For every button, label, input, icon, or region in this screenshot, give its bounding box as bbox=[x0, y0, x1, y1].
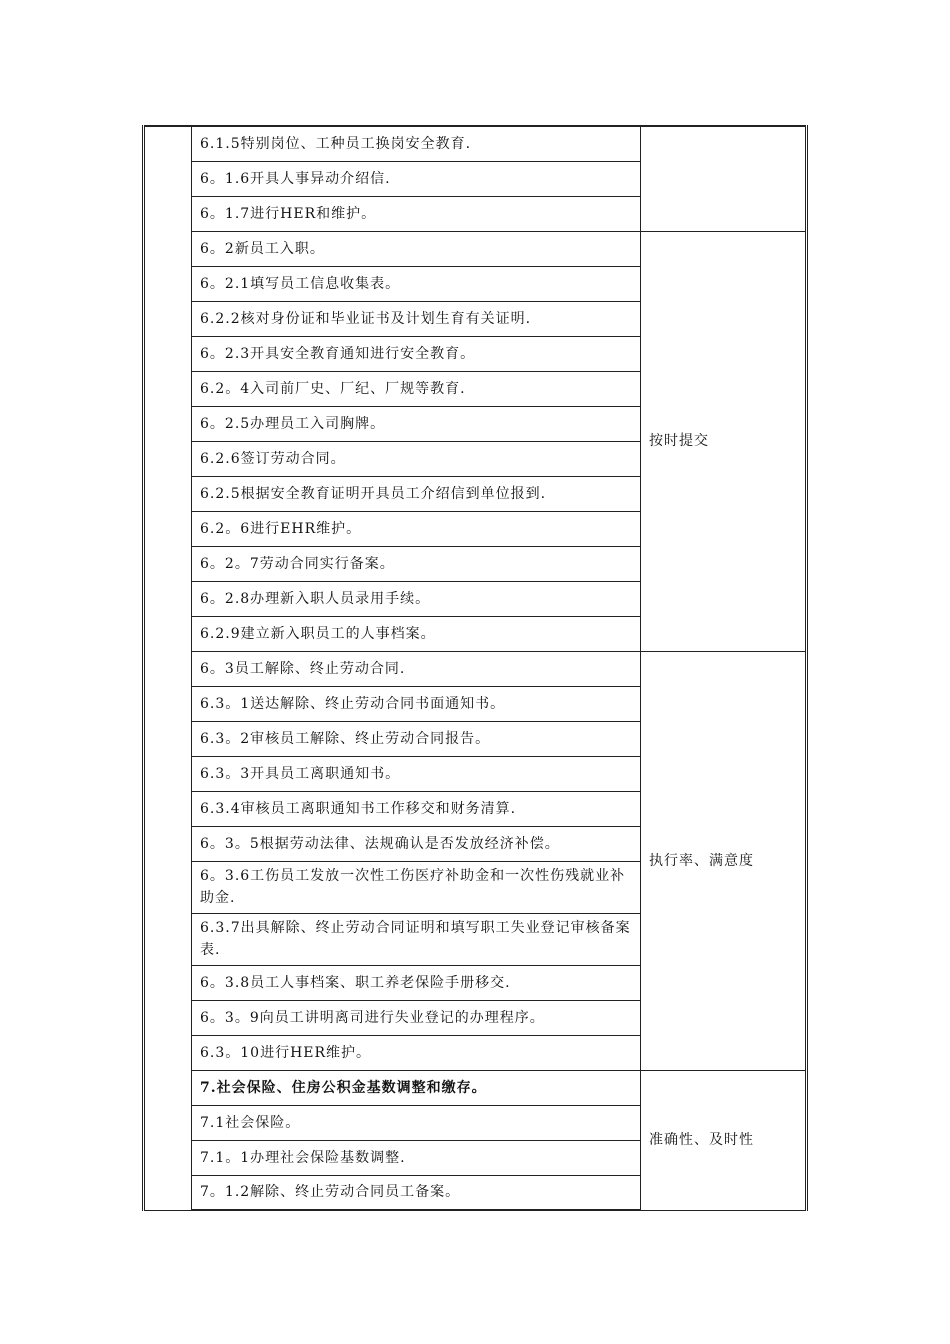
table-row bbox=[144, 126, 807, 161]
task-item-cell: 6。3员工解除、终止劳动合同. bbox=[192, 651, 641, 686]
task-item-cell: 6。1.6开具人事异动介绍信. bbox=[192, 161, 641, 196]
table-row bbox=[144, 651, 807, 686]
task-item-cell: 6.3。3开具员工离职通知书。 bbox=[192, 756, 641, 791]
task-item-cell: 6。2.1填写员工信息收集表。 bbox=[192, 266, 641, 301]
task-item-cell: 6.3。1送达解除、终止劳动合同书面通知书。 bbox=[192, 686, 641, 721]
task-item-cell: 6.2。6进行EHR维护。 bbox=[192, 511, 641, 546]
task-item-cell: 6.2.9建立新入职员工的人事档案。 bbox=[192, 616, 641, 651]
task-item-cell: 6.3.7出具解除、终止劳动合同证明和填写职工失业登记审核备案表. bbox=[192, 913, 641, 965]
hr-process-table bbox=[142, 125, 808, 1211]
task-item-cell: 6.1.5特别岗位、工种员工换岗安全教育. bbox=[192, 126, 641, 161]
metric-cell: 执行率、满意度 bbox=[641, 651, 807, 1070]
task-item-cell: 7.社会保险、住房公积金基数调整和缴存。 bbox=[192, 1070, 641, 1105]
task-item-cell: 6。3。5根据劳动法律、法规确认是否发放经济补偿。 bbox=[192, 826, 641, 861]
task-item-cell: 6。2.3开具安全教育通知进行安全教育。 bbox=[192, 336, 641, 371]
task-item-cell: 6.3.4审核员工离职通知书工作移交和财务清算. bbox=[192, 791, 641, 826]
category-cell bbox=[144, 126, 192, 1210]
table-row bbox=[144, 231, 807, 266]
metric-cell bbox=[641, 126, 807, 231]
task-item-cell: 6.3。2审核员工解除、终止劳动合同报告。 bbox=[192, 721, 641, 756]
task-item-cell: 6.2。4入司前厂史、厂纪、厂规等教育. bbox=[192, 371, 641, 406]
task-item-cell: 6。3。9向员工讲明离司进行失业登记的办理程序。 bbox=[192, 1000, 641, 1035]
task-item-cell: 6.3。10进行HER维护。 bbox=[192, 1035, 641, 1070]
task-item-cell: 6。2.5办理员工入司胸牌。 bbox=[192, 406, 641, 441]
metric-cell: 准确性、及时性 bbox=[641, 1070, 807, 1210]
task-item-cell: 6.2.5根据安全教育证明开具员工介绍信到单位报到. bbox=[192, 476, 641, 511]
task-item-cell: 7。1.2解除、终止劳动合同员工备案。 bbox=[192, 1175, 641, 1210]
metric-cell: 按时提交 bbox=[641, 231, 807, 651]
task-item-cell: 6.2.6签订劳动合同。 bbox=[192, 441, 641, 476]
task-item-cell: 6.2.2核对身份证和毕业证书及计划生育有关证明. bbox=[192, 301, 641, 336]
task-item-cell: 7.1社会保险。 bbox=[192, 1105, 641, 1140]
task-item-cell: 6。3.6工伤员工发放一次性工伤医疗补助金和一次性伤残就业补助金. bbox=[192, 861, 641, 913]
task-item-cell: 6。3.8员工人事档案、职工养老保险手册移交. bbox=[192, 965, 641, 1000]
table-row bbox=[144, 1070, 807, 1105]
task-item-cell: 7.1。1办理社会保险基数调整. bbox=[192, 1140, 641, 1175]
task-item-cell: 6。2新员工入职。 bbox=[192, 231, 641, 266]
task-item-cell: 6。1.7进行HER和维护。 bbox=[192, 196, 641, 231]
task-item-cell: 6。2。7劳动合同实行备案。 bbox=[192, 546, 641, 581]
task-item-cell: 6。2.8办理新入职人员录用手续。 bbox=[192, 581, 641, 616]
table-body bbox=[144, 126, 807, 1210]
